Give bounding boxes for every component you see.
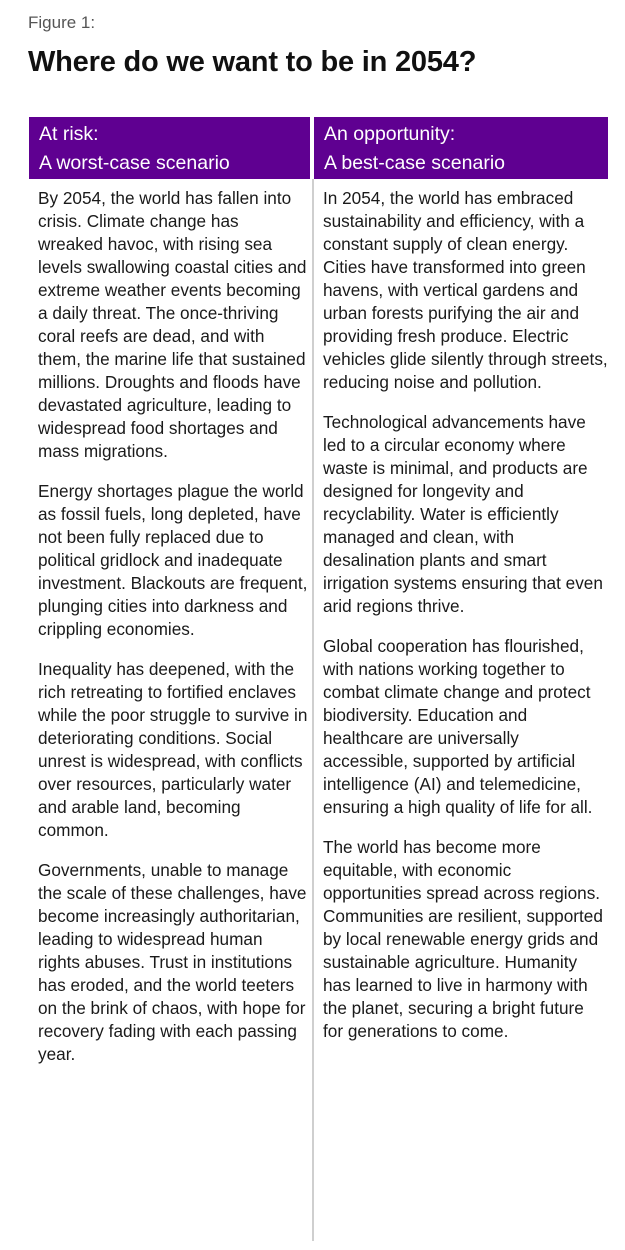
paragraph: In 2054, the world has embraced sustainability and efficiency, with a constant supply of clean energy. Cities have transformed into green havens, with vertical gardens and urban forests purifying the air and providing fresh produce. Electric vehicles glide silently through streets, reducing noise and pollution. (323, 188, 608, 392)
paragraph: Global cooperation has flourished, with nations working together to combat climate change and protect biodiversity. Education and healthcare are universally accessible, supported by artificial intelligence (AI) and telemedicine, ensuring a high quality of life for all. (323, 636, 593, 817)
page-title: Where do we want to be in 2054? (28, 46, 477, 78)
right-heading-line1: An opportunity: (324, 123, 456, 145)
best-case-column (323, 187, 608, 1060)
paragraph: Governments, unable to manage the scale of these challenges, have become increasingly authoritarian, leading to widespread human rights abuses. Trust in institutions has eroded, and the world teeters on the brink of chaos, with hope for recovery fading with each passing year. (38, 860, 307, 1064)
worst-case-column (38, 187, 308, 1083)
right-heading-line2: A best-case scenario (324, 152, 506, 174)
right-column-header (314, 117, 608, 179)
left-heading-line2: A worst-case scenario (39, 152, 230, 174)
left-heading-line1: At risk: (39, 123, 99, 145)
paragraph: Energy shortages plague the world as fossil fuels, long depleted, have not been fully replaced due to political gridlock and inadequate investment. Blackouts are frequent, plunging cities into darkness and crippling economies. (38, 481, 308, 639)
left-column-header (29, 117, 310, 179)
column-divider (312, 179, 314, 1241)
figure-label: Figure 1: (28, 13, 96, 32)
paragraph: Inequality has deepened, with the rich retreating to fortified enclaves while the poor struggle to survive in deteriorating conditions. Social unrest is widespread, with conflicts over resources, particularly water and arable land, becoming common. (38, 659, 308, 840)
paragraph: Technological advancements have led to a circular economy where waste is minimal, and products are designed for longevity and recyclability. Water is efficiently managed and clean, with desalination plants and smart irrigation systems ensuring that even arid regions thrive. (323, 412, 603, 616)
paragraph: The world has become more equitable, with economic opportunities spread across regions. Communities are resilient, supported by local renewable energy grids and sustainable agriculture. Humanity has learned to live in harmony with the planet, securing a bright future for generations to come. (323, 837, 603, 1041)
paragraph: By 2054, the world has fallen into crisis. Climate change has wreaked havoc, with rising sea levels swallowing coastal cities and extreme weather events becoming a daily threat. The once-thriving coral reefs are dead, and with them, the marine life that sustained millions. Droughts and floods have devastated agriculture, leading to widespread food shortages and mass migrations. (38, 188, 307, 461)
